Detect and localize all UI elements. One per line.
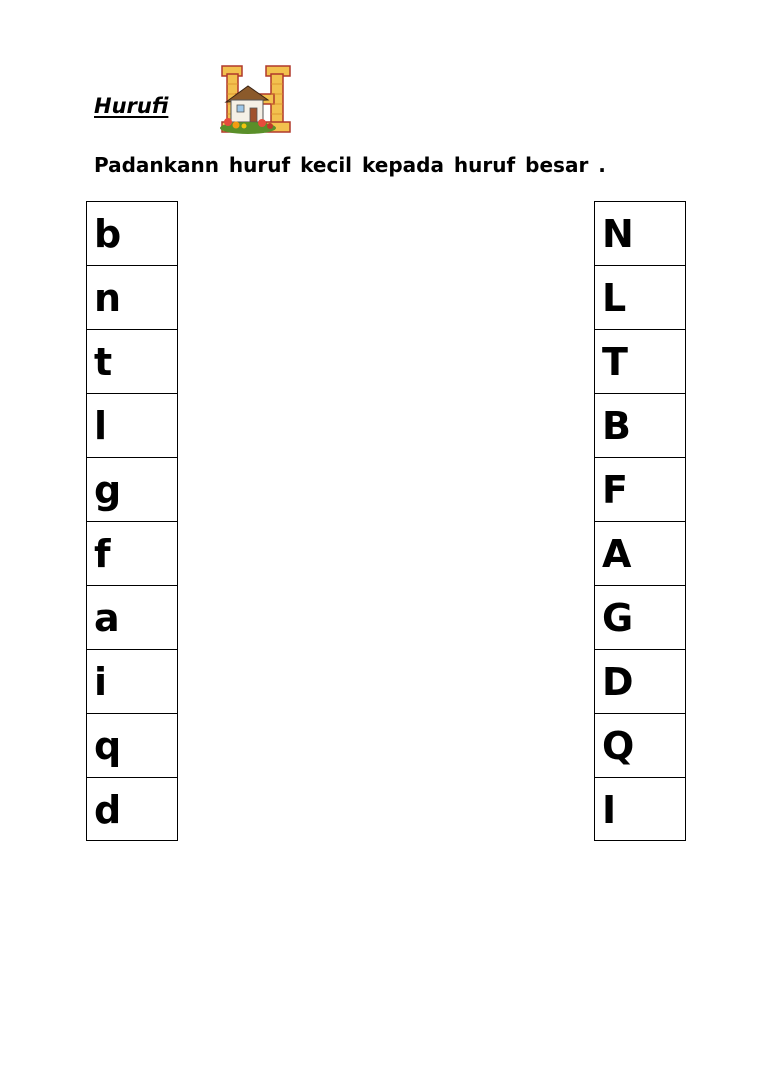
uppercase-cell[interactable]: A	[595, 522, 685, 586]
uppercase-cell[interactable]: T	[595, 330, 685, 394]
lowercase-cell[interactable]: b	[87, 202, 177, 266]
lowercase-cell[interactable]: n	[87, 266, 177, 330]
uppercase-cell[interactable]: Q	[595, 714, 685, 778]
uppercase-cell[interactable]: B	[595, 394, 685, 458]
lowercase-cell[interactable]: g	[87, 458, 177, 522]
lowercase-column	[86, 201, 178, 841]
uppercase-cell[interactable]: L	[595, 266, 685, 330]
letter-h-house-icon	[218, 62, 296, 138]
uppercase-cell[interactable]: I	[602, 788, 617, 832]
worksheet-heading: Hurufi	[94, 94, 169, 118]
lowercase-cell[interactable]: q	[87, 714, 177, 778]
uppercase-cell[interactable]: N	[595, 202, 685, 266]
uppercase-cell[interactable]: G	[595, 586, 685, 650]
uppercase-column	[594, 201, 686, 841]
lowercase-cell[interactable]: f	[87, 522, 177, 586]
lowercase-cell[interactable]: a	[87, 586, 177, 650]
lowercase-cell[interactable]: i	[87, 650, 177, 714]
instruction-text: Padankann huruf kecil kepada huruf besar .	[94, 153, 606, 177]
lowercase-cell[interactable]: d	[94, 788, 122, 832]
uppercase-cell[interactable]: F	[595, 458, 685, 522]
uppercase-cell[interactable]: D	[595, 650, 685, 714]
lowercase-cell[interactable]: l	[87, 394, 177, 458]
lowercase-cell[interactable]: t	[87, 330, 177, 394]
